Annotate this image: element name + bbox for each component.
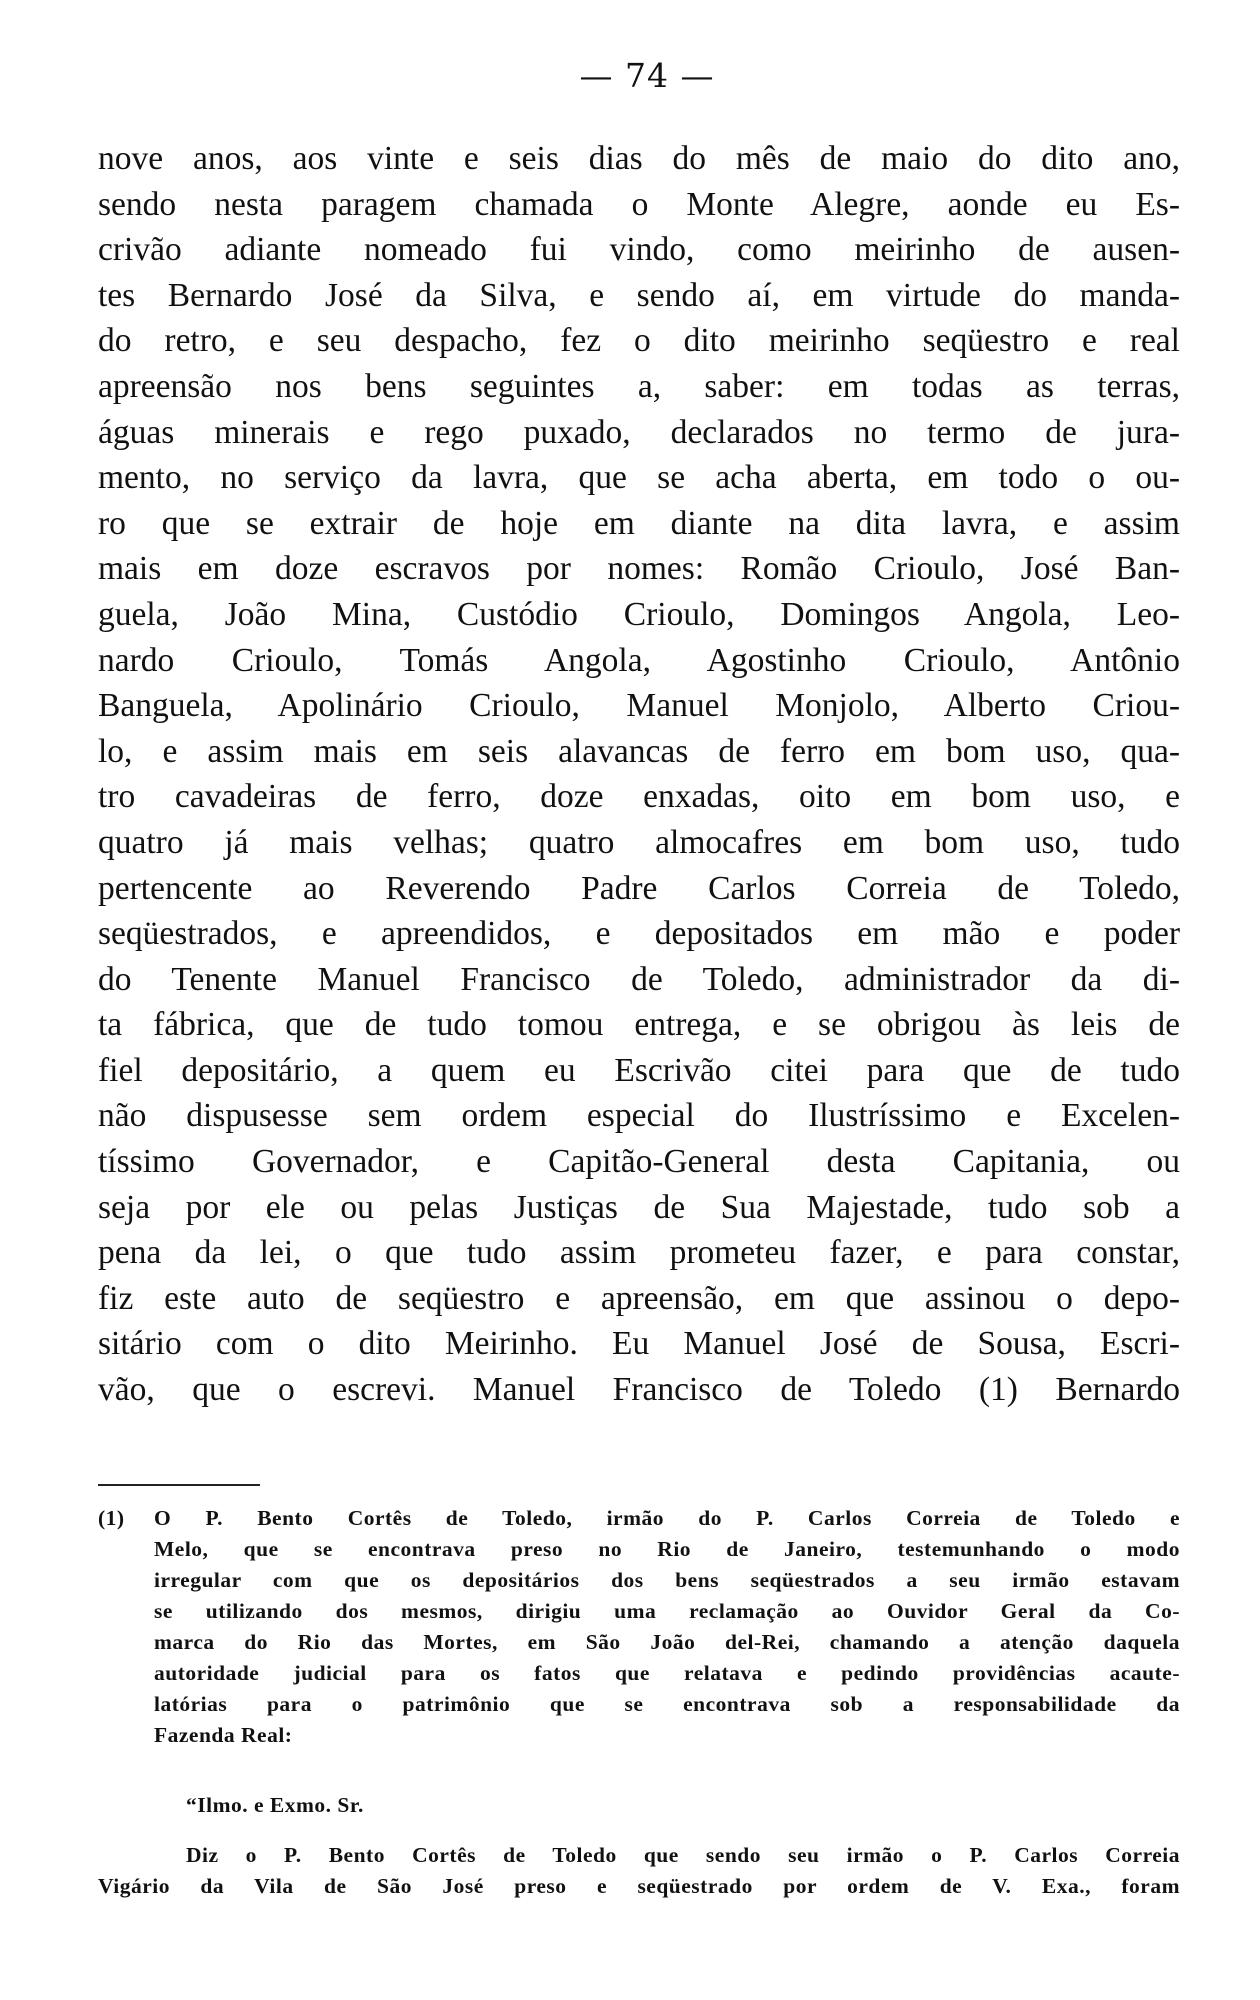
text-line: águas minerais e rego puxado, declarados no termo de jura- bbox=[98, 413, 1180, 451]
text-line: sendo nesta paragem chamada o Monte Alegre, aonde eu Es- bbox=[98, 185, 1180, 223]
footnote-marker: (1) bbox=[98, 1506, 125, 1530]
text-line: mento, no serviço da lavra, que se acha aberta, em todo o ou- bbox=[98, 459, 1180, 497]
text-line: apreensão nos bens seguintes a, saber: em todas as terras, bbox=[98, 367, 1180, 405]
footnote-first-line bbox=[98, 1503, 1180, 1534]
text-line: seja por ele ou pelas Justiças de Sua Majestade, tudo sob a bbox=[98, 1188, 1180, 1226]
text-line: nove anos, aos vinte e seis dias do mês de maio do dito ano, bbox=[98, 140, 1180, 177]
footnote-line: Melo, que se encontrava preso no Rio de Janeiro, testemunhando o modo bbox=[154, 1537, 1180, 1561]
text-line: vão, que o escrevi. Manuel Francisco de Toledo (1) Bernardo bbox=[98, 1371, 1180, 1409]
footnote-line: marca do Rio das Mortes, em São João del-Rei, chamando a atenção daquela bbox=[154, 1630, 1180, 1654]
footnote-divider bbox=[98, 1484, 260, 1486]
text-line: pena da lei, o que tudo assim prometeu fazer, e para constar, bbox=[98, 1234, 1180, 1272]
quote-line: Diz o P. Bento Cortês de Toledo que sendo seu irmão o P. Carlos Correia bbox=[186, 1843, 1180, 1867]
quote-salutation: “Ilmo. e Exmo. Sr. bbox=[186, 1793, 364, 1817]
text-line: tro cavadeiras de ferro, doze enxadas, oito em bom uso, e bbox=[98, 778, 1180, 816]
text-line: tíssimo Governador, e Capitão-General desta Capitania, ou bbox=[98, 1143, 1180, 1181]
text-line: lo, e assim mais em seis alavancas de ferro em bom uso, qua- bbox=[98, 732, 1180, 770]
text-line: fiz este auto de seqüestro e apreensão, em que assinou o depo- bbox=[98, 1279, 1180, 1317]
main-text bbox=[98, 136, 1180, 1413]
text-line: não dispusesse sem ordem especial do Ilustríssimo e Excelen- bbox=[98, 1097, 1180, 1135]
footnote-line: autoridade judicial para os fatos que relatava e pedindo providências acaute- bbox=[154, 1661, 1180, 1685]
footnote-line: se utilizando dos mesmos, dirigiu uma reclamação ao Ouvidor Geral da Co- bbox=[154, 1599, 1180, 1623]
text-line: seqüestrados, e apreendidos, e depositados em mão e poder bbox=[98, 915, 1180, 953]
text-line: guela, João Mina, Custódio Crioulo, Domingos Angola, Leo- bbox=[98, 595, 1180, 633]
page-number: — 74 — bbox=[579, 56, 715, 95]
text-line: quatro já mais velhas; quatro almocafres em bom uso, tudo bbox=[98, 823, 1180, 861]
text-line: ta fábrica, que de tudo tomou entrega, e se obrigou às leis de bbox=[98, 1006, 1180, 1044]
text-line: Banguela, Apolinário Crioulo, Manuel Monjolo, Alberto Criou- bbox=[98, 687, 1180, 725]
text-line: tes Bernardo José da Silva, e sendo aí, em virtude do manda- bbox=[98, 276, 1180, 314]
text-line: sitário com o dito Meirinho. Eu Manuel José de Sousa, Escri- bbox=[98, 1325, 1180, 1363]
text-line: do Tenente Manuel Francisco de Toledo, administrador da di- bbox=[98, 960, 1180, 998]
footnote-line: O P. Bento Cortês de Toledo, irmão do P. Carlos Correia de Toledo e bbox=[154, 1506, 1180, 1530]
footnote-line: irregular com que os depositários dos bens seqüestrados a seu irmão estavam bbox=[154, 1568, 1180, 1592]
quote-body bbox=[98, 1840, 1180, 1902]
footnote-line: Fazenda Real: bbox=[154, 1723, 293, 1747]
text-line: crivão adiante nomeado fui vindo, como meirinho de ausen- bbox=[98, 231, 1180, 269]
text-line: do retro, e seu despacho, fez o dito meirinho seqüestro e real bbox=[98, 322, 1180, 360]
quote-line: Vigário da Vila de São José preso e seqüestrado por ordem de V. Exa., foram bbox=[98, 1874, 1180, 1898]
footnote-line: latórias para o patrimônio que se encontrava sob a responsabilidade da bbox=[154, 1692, 1180, 1716]
text-line: pertencente ao Reverendo Padre Carlos Correia de Toledo, bbox=[98, 869, 1180, 907]
text-line: fiel depositário, a quem eu Escrivão citei para que de tudo bbox=[98, 1051, 1180, 1089]
text-line: mais em doze escravos por nomes: Romão Crioulo, José Ban- bbox=[98, 550, 1180, 588]
text-line: ro que se extrair de hoje em diante na dita lavra, e assim bbox=[98, 504, 1180, 542]
footnote bbox=[98, 1503, 1180, 1751]
text-line: nardo Crioulo, Tomás Angola, Agostinho Crioulo, Antônio bbox=[98, 641, 1180, 679]
